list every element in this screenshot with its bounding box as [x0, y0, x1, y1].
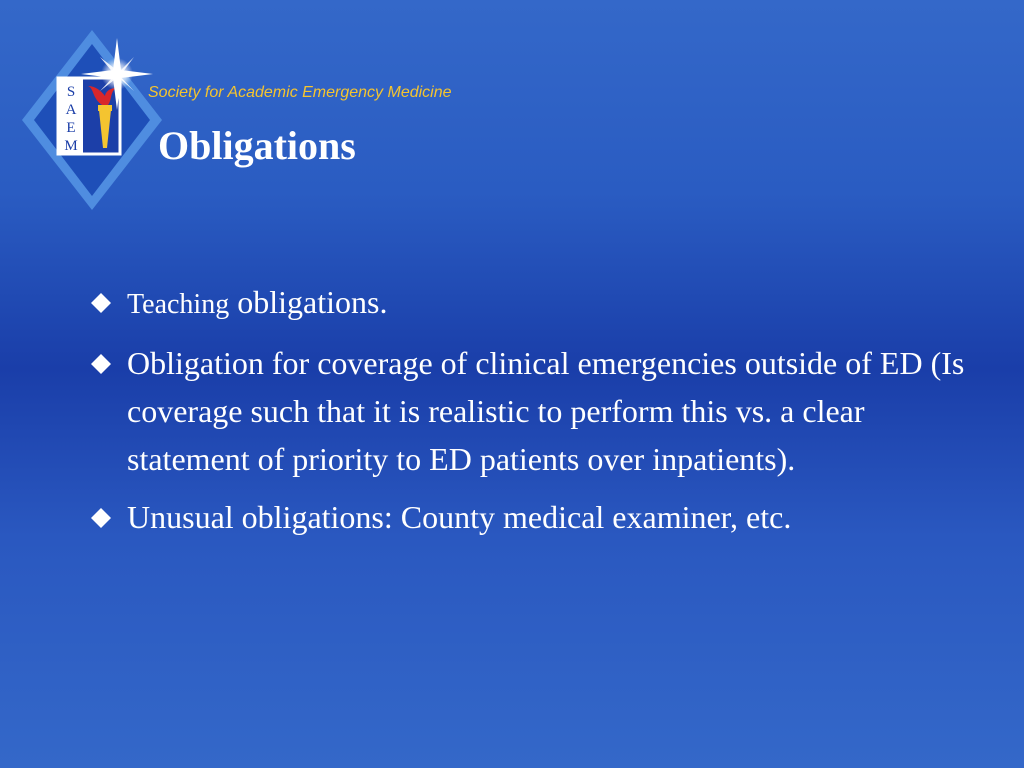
- diamond-bullet-icon: [90, 507, 112, 529]
- bullet-lead-text: Teaching: [127, 289, 230, 320]
- logo-letter-a: A: [65, 102, 77, 118]
- bullet-list: [90, 278, 970, 551]
- organization-name: Society for Academic Emergency Medicine: [148, 84, 452, 101]
- bullet-text: obligations.: [229, 284, 388, 320]
- bullet-item-coverage: [90, 339, 970, 483]
- diamond-bullet-icon: [90, 292, 112, 314]
- slide-title: Obligations: [158, 123, 356, 168]
- logo-letter-e: E: [66, 120, 76, 136]
- diamond-bullet-icon: [90, 353, 112, 375]
- bullet-item-teaching: [90, 278, 970, 329]
- bullet-item-unusual: [90, 493, 970, 541]
- saem-logo: [22, 30, 202, 210]
- bullet-text: Obligation for coverage of clinical emergencies outside of ED (Is coverage such that it is realistic to perform this vs. a clear statement of priority to ED patients over inpatients).: [127, 345, 965, 477]
- logo-letter-s: S: [66, 84, 76, 100]
- bullet-text: Unusual obligations: County medical examiner, etc.: [127, 499, 792, 535]
- logo-letter-m: M: [64, 138, 78, 154]
